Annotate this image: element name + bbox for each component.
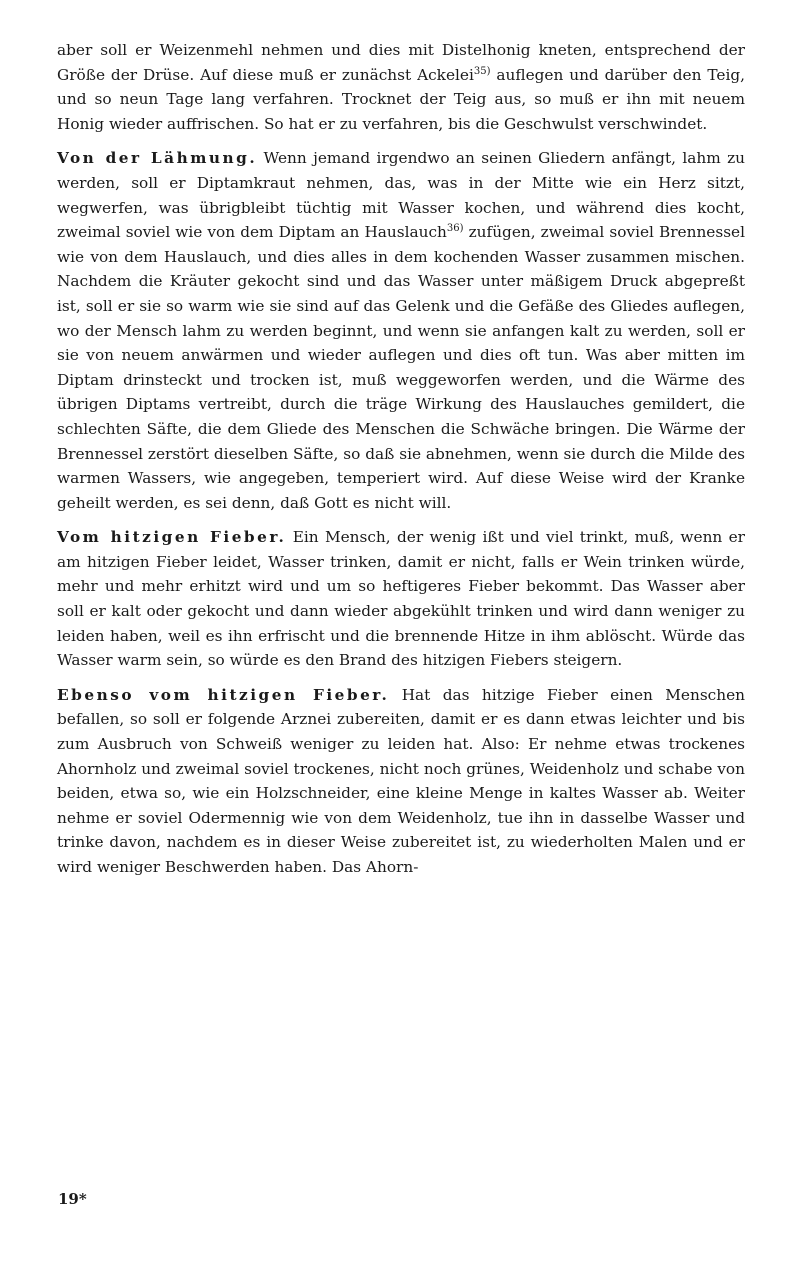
paragraph-text: aber soll er Weizenmehl nehmen und dies mit Distelhonig kneten, entsprechend der Größe der Drüse. Auf diese muß er zunächst Ackelei (57, 41, 745, 84)
paragraph-2 (57, 146, 745, 515)
page-number: 19* (58, 1190, 87, 1208)
section-heading: Ebenso vom hitzigen Fieber. (57, 685, 390, 704)
paragraph-text: zufügen, zweimal soviel Brennessel wie von dem Hauslauch, und dies alles in dem kochenden Wasser zusammen mischen. Nachdem die Kräuter gekocht sind und das Wasser unter mäßigem Druck abgepreßt ist, soll er sie so warm wie sie sind auf das Gelenk und die Gefäße des Gliedes auflegen, wo der Mensch lahm zu werden beginnt, und wenn sie anfangen kalt zu werden, soll er sie von neuem anwärmen und wieder auflegen und dies oft tun. Was aber mitten im Diptam drinsteckt und trocken ist, muß weggeworfen werden, und die Wärme des übrigen Diptams vertreibt, durch die träge Wirkung des Hauslauches gemildert, die schlechten Säfte, die dem Gliede des Menschen die Schwäche bringen. Die Wärme der Brennessel zerstört dieselben Säfte, so daß sie abnehmen, wenn sie durch die Milde des warmen Wassers, wie angegeben, temperiert wird. Auf diese Weise wird der Kranke geheilt werden, es sei denn, daß Gott es nicht will. (57, 223, 745, 512)
footnote-ref[interactable]: 35) (473, 65, 491, 77)
page-body (57, 38, 745, 890)
section-heading: Vom hitzigen Fieber. (57, 528, 287, 547)
paragraph-text: Ein Mensch, der wenig ißt und viel trinkt, muß, wenn er am hitzigen Fieber leidet, Wasser trinken, damit er nicht, falls er Wein trinken würde, mehr und mehr erhitzt wird und um so heftigeres Fieber bekommt. Das Wasser aber soll er kalt oder gekocht und dann wieder abgekühlt trinken und wird dann weniger zu leiden haben, weil es ihn erfrischt und die brennende Hitze in ihm ablöscht. Würde das Wasser warm sein, so würde es den Brand des hitzigen Fiebers steigern. (57, 528, 745, 670)
paragraph-text: Hat das hitzige Fieber einen Menschen befallen, so soll er folgende Arznei zubereiten, damit er es dann etwas leichter und bis zum Ausbruch von Schweiß weniger zu leiden hat. Also: Er nehme etwas trockenes Ahornholz und zweimal soviel trockenes, nicht noch grünes, Weidenholz und schabe von beiden, etwa so, wie ein Holzschneider, eine kleine Menge in kaltes Wasser ab. Weiter nehme er soviel Odermennig wie von dem Weidenholz, tue ihn in dasselbe Wasser und trinke davon, nachdem es in dieser Weise zubereitet ist, zu wiederholten Malen und er wird weniger Beschwerden haben. Das Ahorn- (57, 685, 745, 876)
paragraph-text: Wenn jemand irgendwo an seinen Gliedern anfängt, lahm zu werden, soll er Diptamkraut nehmen, das, was in der Mitte wie ein Herz sitzt, wegwerfen, was übrigbleibt tüchtig mit Wasser kochen, und während dies kocht, zweimal soviel wie von dem Diptam an Hauslauch (57, 149, 745, 242)
paragraph-text: auflegen und darüber den Teig, und so neun Tage lang verfahren. Trocknet der Teig aus, so muß er ihn mit neuem Honig wieder auffrischen. So hat er zu verfahren, bis die Geschwulst verschwindet. (57, 65, 745, 133)
paragraph-3 (57, 525, 745, 673)
paragraph-1 (57, 38, 745, 136)
paragraph-4 (57, 683, 745, 880)
footnote-ref[interactable]: 36) (446, 223, 464, 235)
section-heading: Von der Lähmung. (57, 149, 258, 168)
